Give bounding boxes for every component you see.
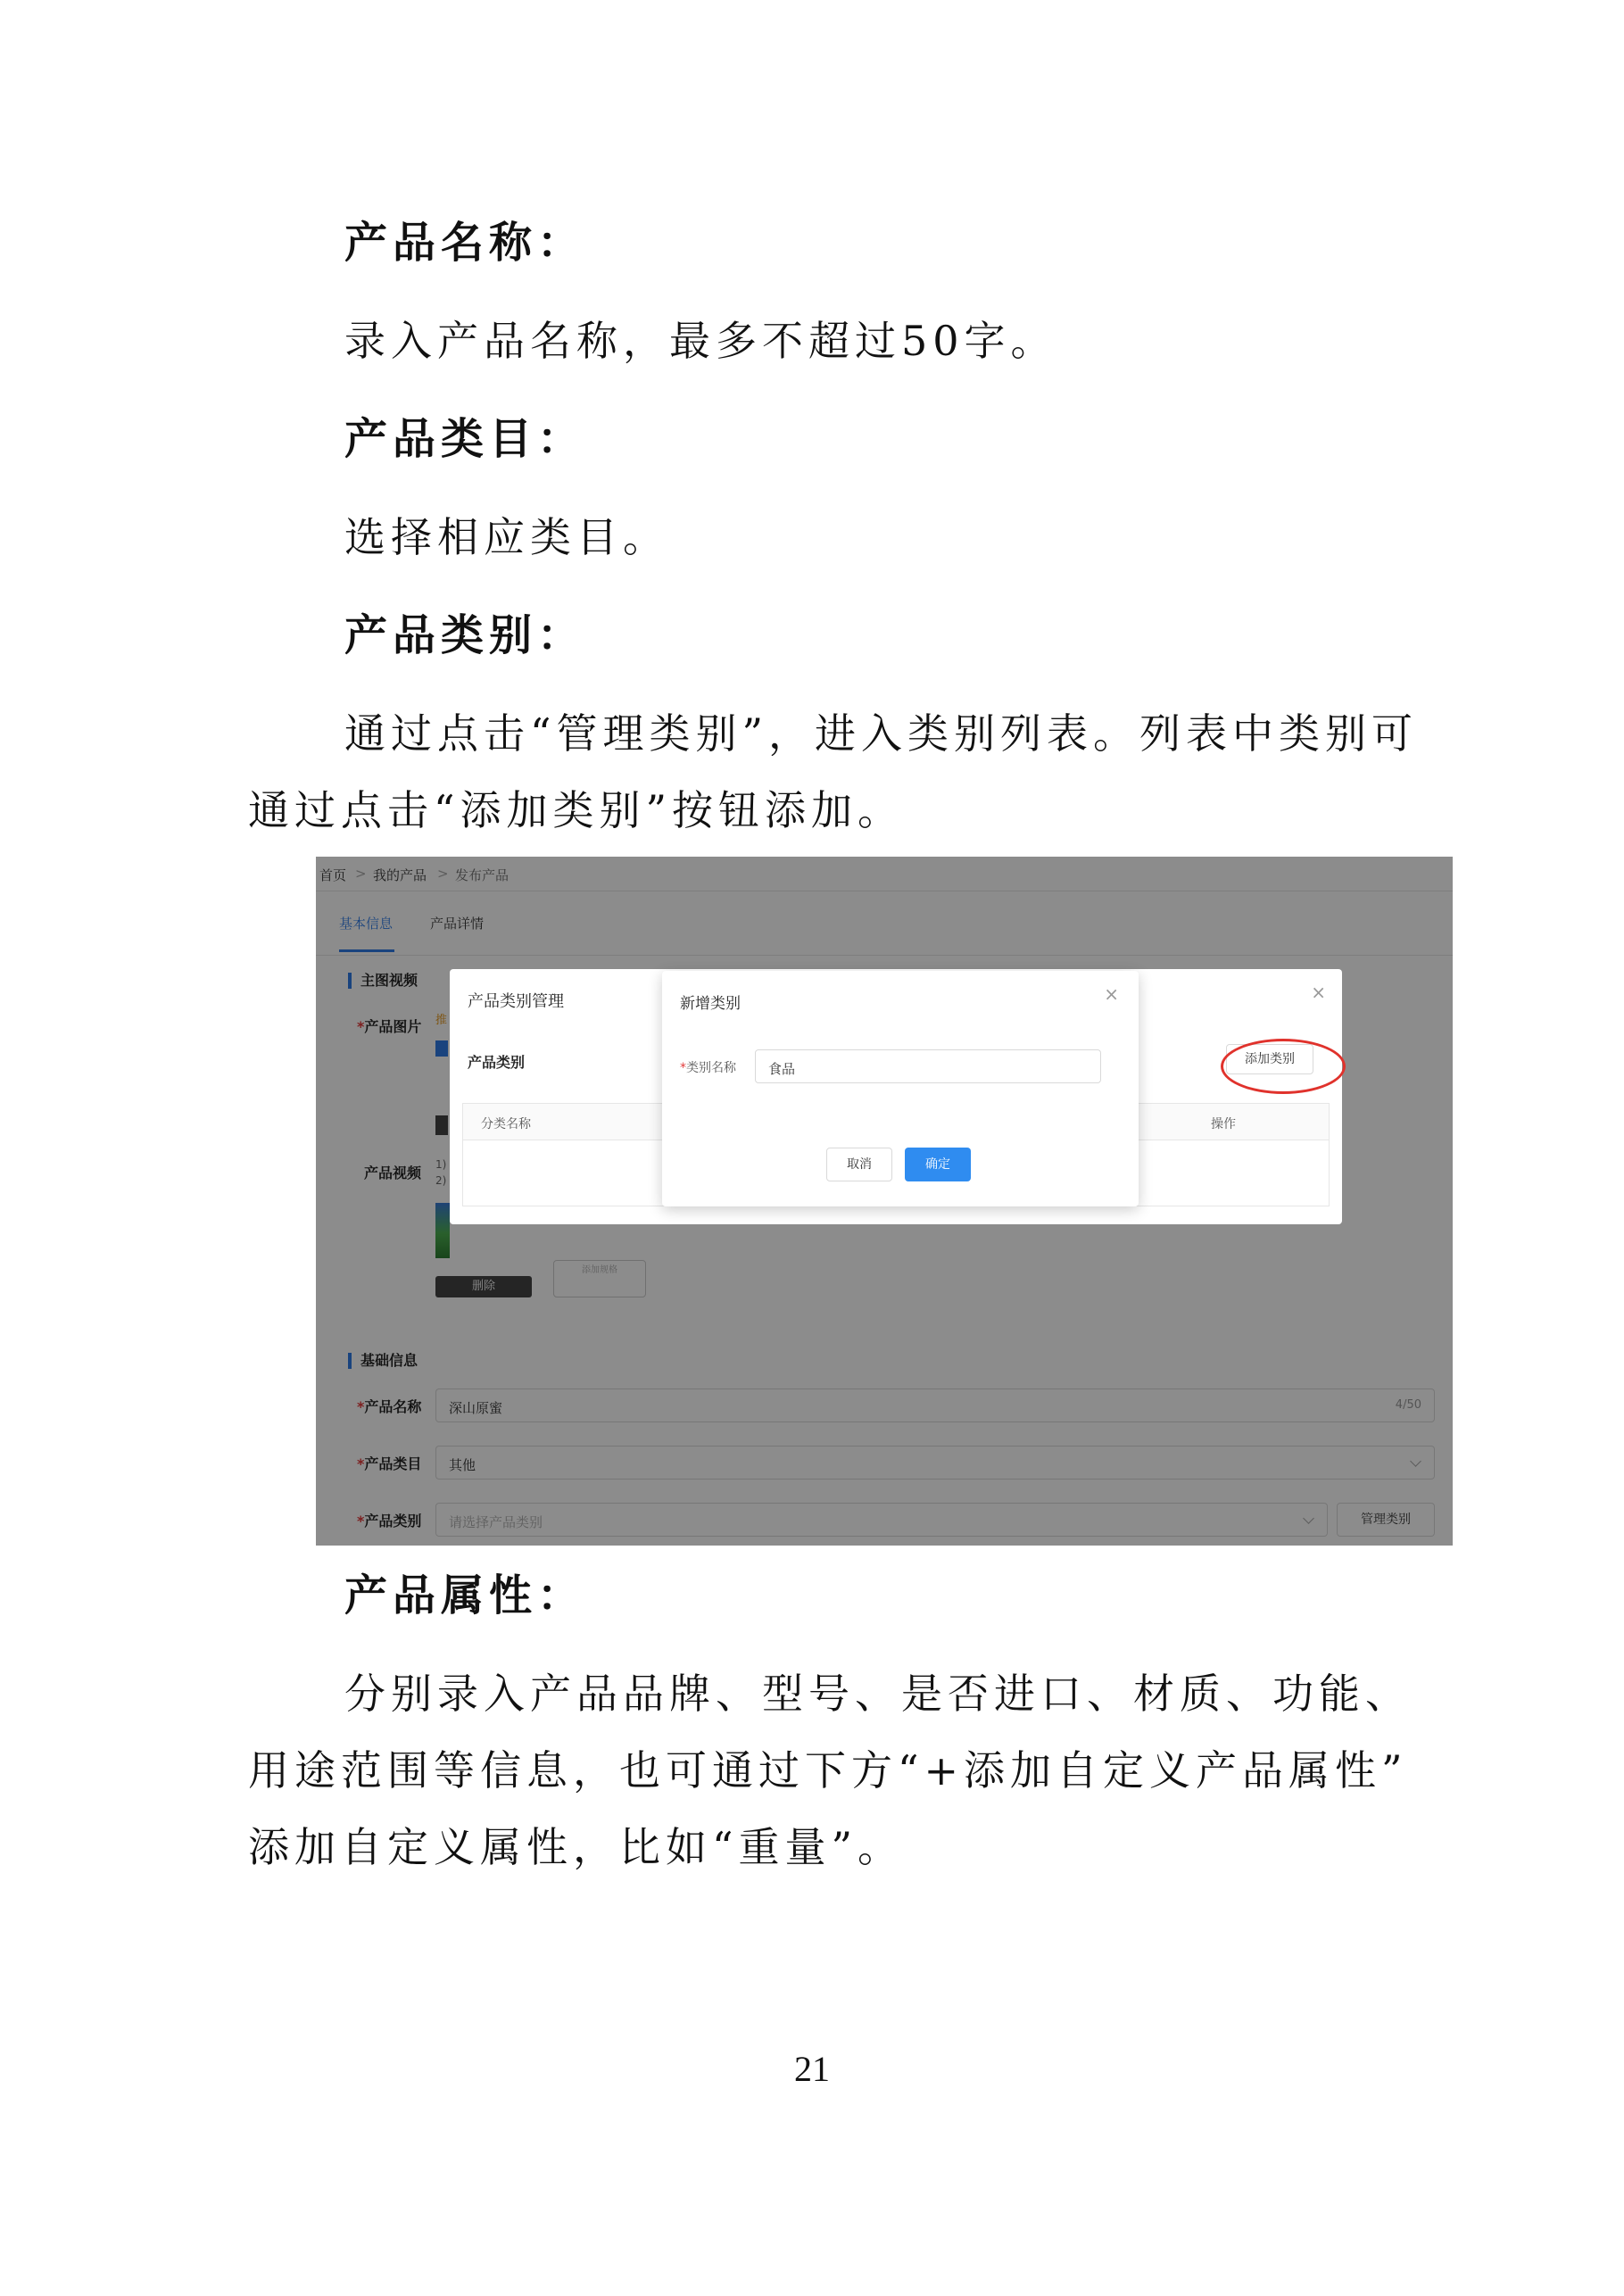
label-product-catalog: *产品类目 <box>357 1455 422 1472</box>
product-name-counter: 4/50 <box>1395 1398 1421 1412</box>
paragraph-product-catalog: 选择相应类目。 <box>344 513 669 561</box>
label-product-name: *产品名称 <box>357 1398 422 1415</box>
new-category-dialog <box>662 971 1139 1206</box>
category-name-label: *类别名称 <box>680 1061 736 1075</box>
add-category-button[interactable]: 添加类别 <box>1226 1044 1313 1074</box>
label-product-images: *产品图片 <box>357 1018 422 1035</box>
heading-product-attributes: 产品属性： <box>344 1571 586 1620</box>
product-catalog-value: 其他 <box>449 1457 476 1473</box>
tab-product-details[interactable]: 产品详情 <box>430 916 485 932</box>
column-header-action: 操作 <box>1211 1117 1236 1131</box>
breadcrumb-separator: > <box>437 866 449 882</box>
category-name-input[interactable] <box>755 1049 1101 1083</box>
page-number: 21 <box>794 2049 830 2089</box>
breadcrumb-home[interactable]: 首页 <box>319 867 347 883</box>
paragraph-product-attributes-line3: 添加自定义属性，比如“重量”。 <box>248 1823 905 1871</box>
paragraph-product-name: 录入产品名称，最多不超过50字。 <box>344 317 1057 365</box>
highlight-annotation <box>1221 1039 1346 1094</box>
heading-product-catalog: 产品类目： <box>344 414 586 464</box>
images-note: 推 <box>435 1014 448 1027</box>
manage-category-button[interactable]: 管理类别 <box>1337 1503 1435 1537</box>
breadcrumb-separator: > <box>355 866 367 882</box>
confirm-button[interactable]: 确定 <box>905 1148 971 1181</box>
heading-product-category: 产品类别： <box>344 610 586 660</box>
category-management-title: 产品类别管理 <box>468 992 564 1011</box>
breadcrumb-my-products[interactable]: 我的产品 <box>373 867 427 883</box>
add-spec-button[interactable]: 添加规格 <box>553 1260 646 1297</box>
section-title-media: 主图视频 <box>348 973 418 989</box>
column-header-name: 分类名称 <box>481 1117 531 1131</box>
paragraph-product-attributes-line1: 分别录入产品品牌、型号、是否进口、材质、功能、 <box>344 1670 1412 1718</box>
tab-basic-info[interactable]: 基本信息 <box>339 916 394 932</box>
section-title-basic: 基础信息 <box>348 1353 418 1369</box>
category-name-value: 食品 <box>768 1061 796 1077</box>
category-section-label: 产品类别 <box>468 1054 526 1071</box>
label-product-video: 产品视频 <box>364 1165 422 1181</box>
video-notes: 1) 2) <box>435 1158 447 1187</box>
breadcrumb-publish: 发布产品 <box>455 867 510 883</box>
close-icon[interactable]: × <box>1104 983 1119 1005</box>
label-product-category: *产品类别 <box>357 1513 422 1529</box>
cancel-button[interactable]: 取消 <box>826 1148 892 1181</box>
ui-screenshot <box>316 857 1453 1546</box>
close-icon[interactable]: × <box>1311 982 1326 1003</box>
product-category-placeholder: 请选择产品类别 <box>449 1514 543 1530</box>
delete-button[interactable]: 删除 <box>435 1276 532 1297</box>
paragraph-product-attributes-line2: 用途范围等信息，也可通过下方“+添加自定义产品属性” <box>248 1746 1408 1795</box>
heading-product-name: 产品名称： <box>344 218 586 268</box>
product-name-value: 深山原蜜 <box>449 1400 503 1416</box>
new-category-title: 新增类别 <box>680 995 741 1013</box>
paragraph-product-category-line2: 通过点击“添加类别”按钮添加。 <box>248 786 905 834</box>
paragraph-product-category-line1: 通过点击“管理类别”，进入类别列表。列表中类别可 <box>344 709 1419 758</box>
